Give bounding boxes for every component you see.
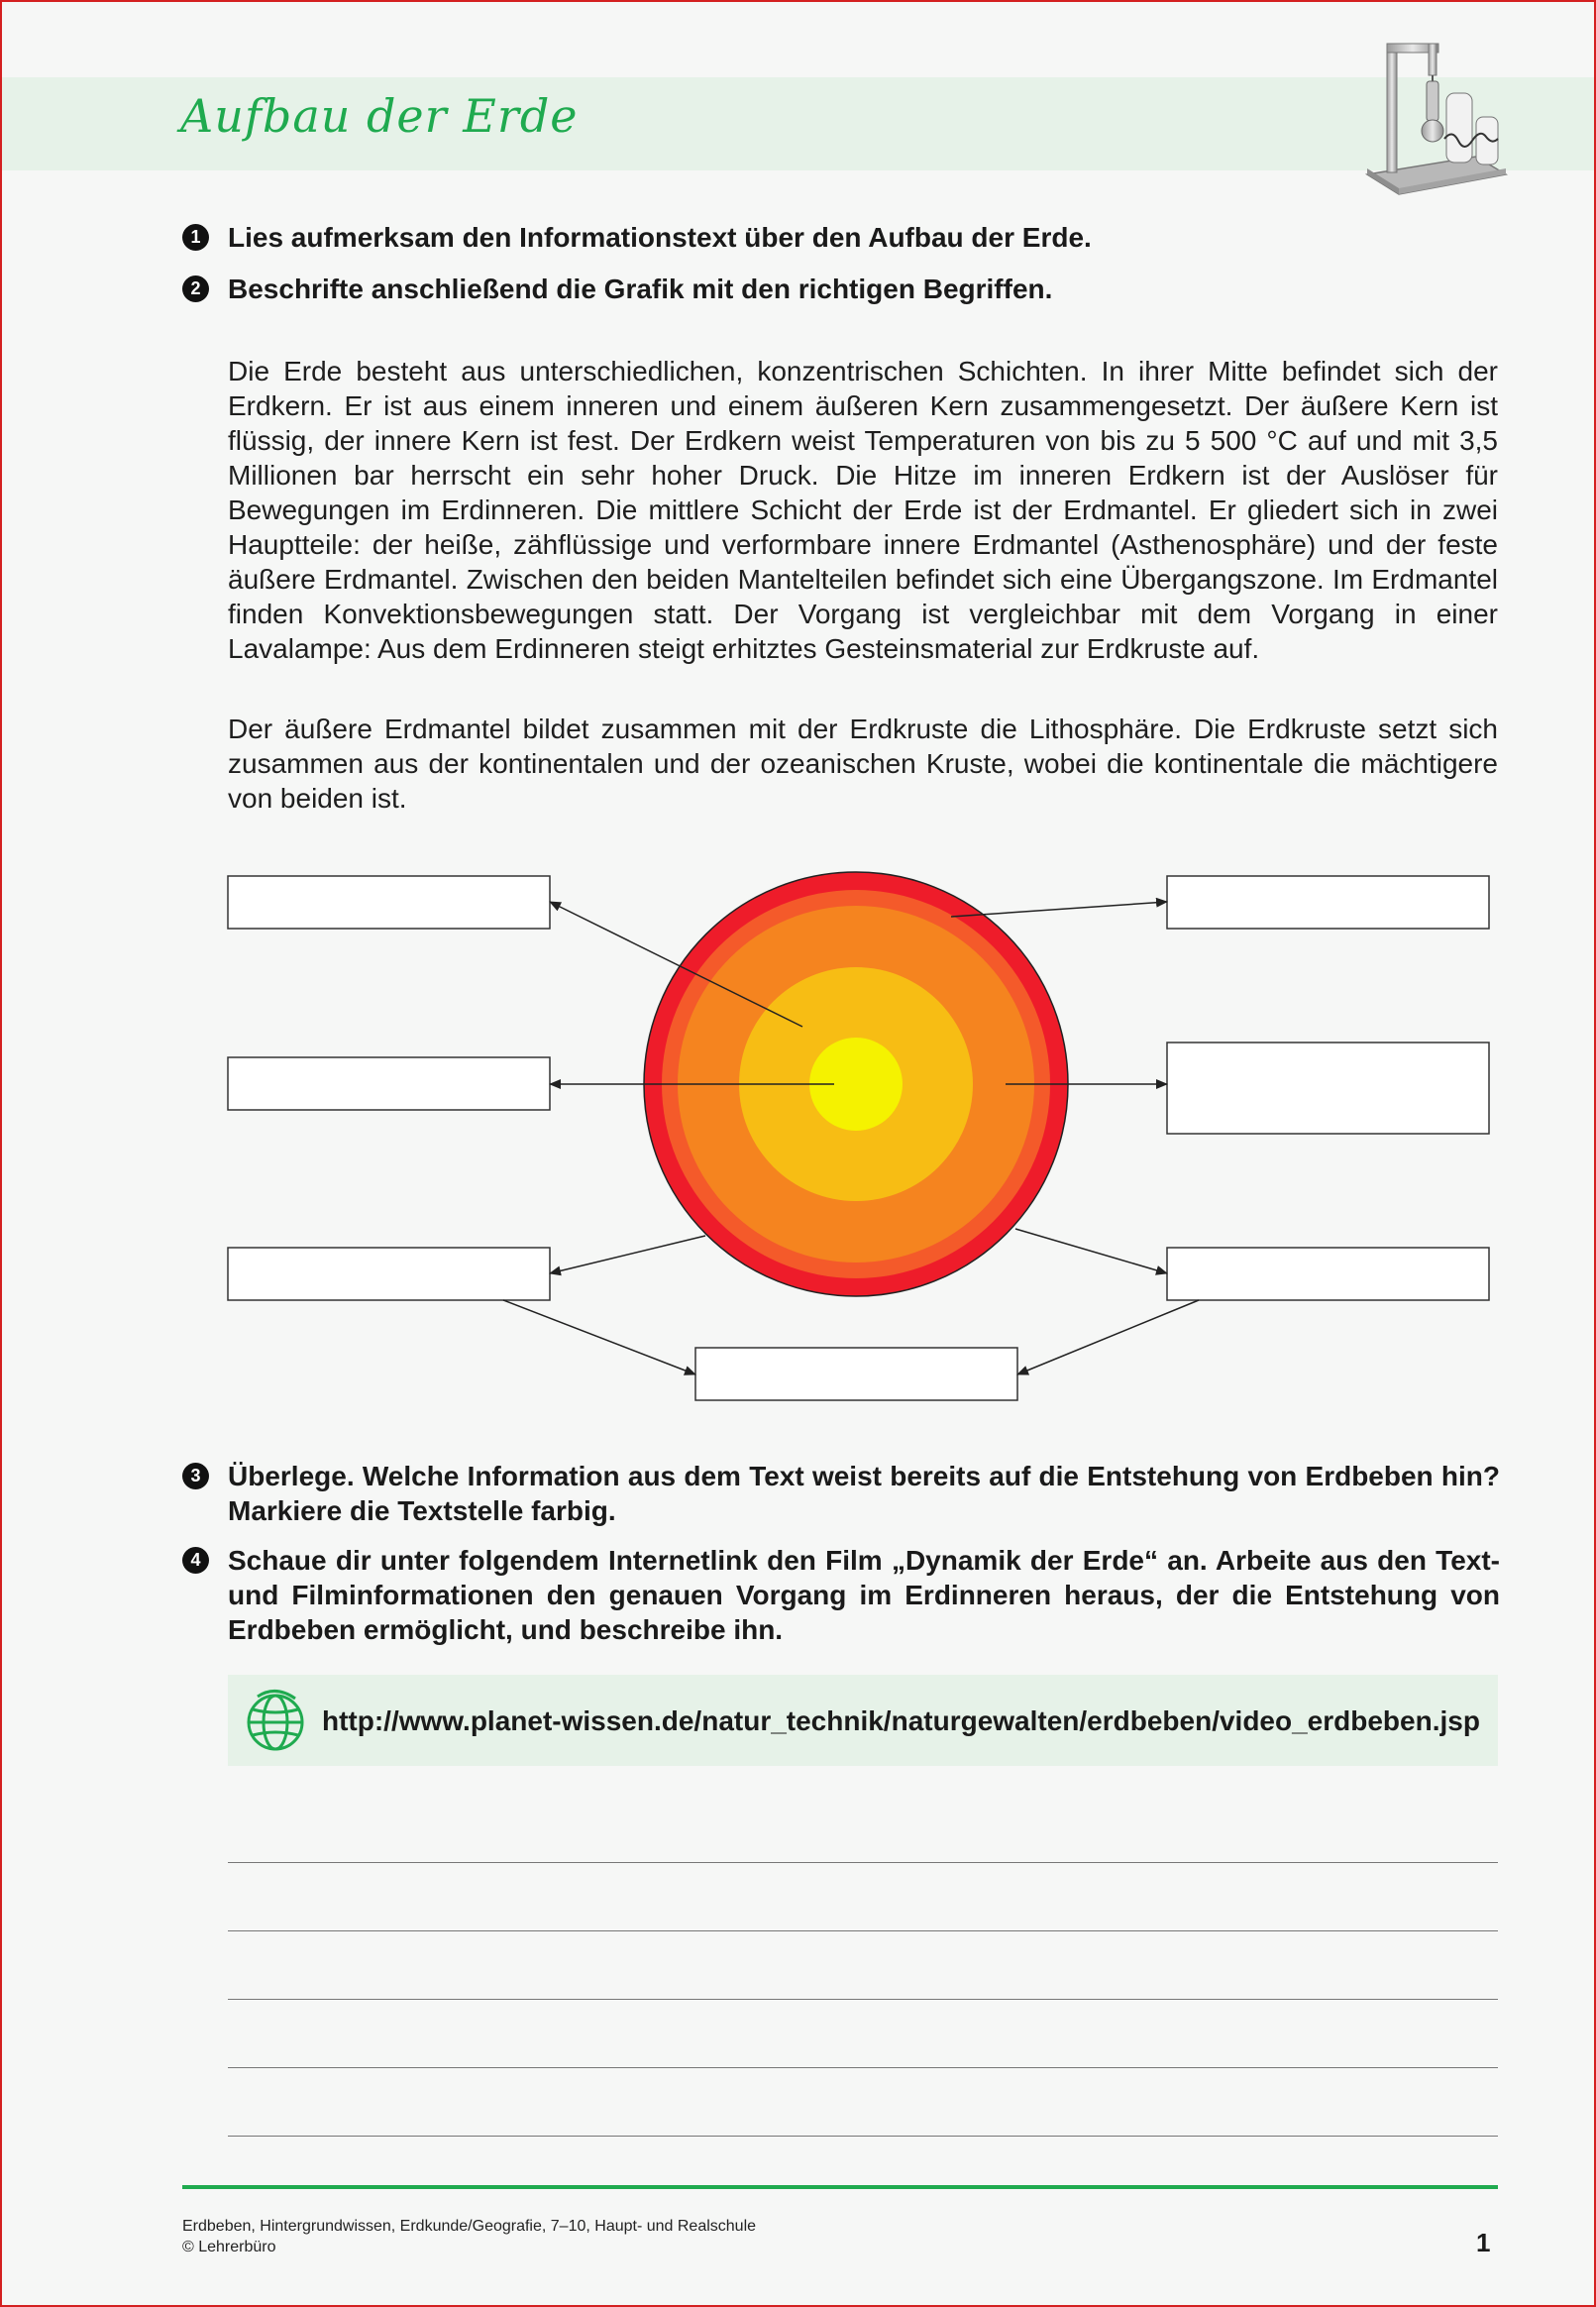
task-text: Lies aufmerksam den Informationstext über den Aufbau der Erde.	[228, 222, 1092, 253]
task-4	[182, 1543, 1500, 1647]
task-number: 2	[182, 275, 209, 302]
task-1	[182, 220, 1500, 255]
laboratory-apparatus-icon	[1359, 36, 1508, 196]
task-text: Schaue dir unter folgendem Internetlink den Film „Dynamik der Erde“ an. Arbeite aus den Text- und Filminformationen den genauen Vorgang im Erdinneren heraus, der die Entstehung von Erdbeben ermöglicht, und beschreibe ihn.	[228, 1545, 1500, 1645]
answer-line[interactable]	[228, 2067, 1498, 2068]
answer-line[interactable]	[228, 1999, 1498, 2000]
answer-line[interactable]	[228, 2136, 1498, 2137]
task-number: 1	[182, 224, 209, 251]
label-box[interactable]	[1167, 876, 1489, 929]
internet-link[interactable]: http://www.planet-wissen.de/natur_technik/naturgewalten/erdbeben/video_erdbeben.jsp	[322, 1705, 1480, 1736]
arrow	[550, 1236, 705, 1273]
label-box[interactable]	[228, 876, 550, 929]
label-box[interactable]	[1167, 1043, 1489, 1134]
label-box[interactable]	[695, 1348, 1017, 1400]
page-title: Aufbau der Erde	[180, 89, 579, 143]
arrow	[951, 902, 1167, 917]
info-paragraph-2: Der äußere Erdmantel bildet zusammen mit der Erdkruste die Lithosphäre. Die Erdkruste setzt sich zusammen aus der kontinentalen und der ozeanischen Kruste, wobei die kontinentale die mächtigere von beiden ist.	[228, 714, 1498, 814]
task-number: 3	[182, 1463, 209, 1489]
footer-copyright: © Lehrerbüro	[182, 2239, 276, 2255]
arrow	[503, 1300, 695, 1374]
label-box[interactable]	[1167, 1248, 1489, 1300]
info-paragraph-1: Die Erde besteht aus unterschiedlichen, konzentrischen Schichten. In ihrer Mitte befindet sich der Erdkern. Er ist aus einem inneren und einem äußeren Kern zusammengesetzt. Der äußere Kern ist flüssig, der innere Kern ist fest. Der Erdkern weist Temperaturen von bis zu 5 500 °C auf und mit 3,5 Millionen bar herrscht ein sehr hoher Druck. Die Hitze im inneren Erdkern ist der Auslöser für Bewegungen im Erdinneren. Die mittlere Schicht der Erde ist der Erdmantel. Er gliedert sich in zwei Hauptteile: der heiße, zähflüssige und verformbare innere Erdmantel (Asthenosphäre) und der feste äußere Erdmantel. Zwischen den beiden Mantelteilen befindet sich eine Übergangszone. Im Erdmantel finden Konvektionsbewegungen statt. Der Vorgang ist vergleichbar mit dem Vorgang in einer Lavalampe: Aus dem Erdinneren steigt erhitztes Gesteinsmaterial zur Erdkruste auf.	[228, 356, 1498, 664]
earth-structure-diagram	[0, 852, 1596, 1407]
task-number: 4	[182, 1547, 209, 1574]
task-text: Beschrifte anschließend die Grafik mit den richtigen Begriffen.	[228, 274, 1053, 304]
answer-line[interactable]	[228, 1930, 1498, 1931]
footer-rule	[182, 2185, 1498, 2189]
label-box[interactable]	[228, 1057, 550, 1110]
task-text: Überlege. Welche Information aus dem Text weist bereits auf die Entstehung von Erdbeben hin? Markiere die Textstelle farbig.	[228, 1461, 1500, 1526]
label-box[interactable]	[228, 1248, 550, 1300]
task-2	[182, 272, 1500, 306]
page-number: 1	[1476, 2228, 1491, 2257]
footer-line: Erdbeben, Hintergrundwissen, Erdkunde/Geografie, 7–10, Haupt- und Realschule	[182, 2218, 757, 2235]
answer-line[interactable]	[228, 1862, 1498, 1863]
link-box	[228, 1675, 1498, 1766]
arrow	[1017, 1300, 1199, 1374]
footer-source	[182, 2216, 756, 2257]
arrow	[1015, 1229, 1167, 1273]
globe-icon	[240, 1685, 311, 1756]
task-3	[182, 1459, 1500, 1528]
